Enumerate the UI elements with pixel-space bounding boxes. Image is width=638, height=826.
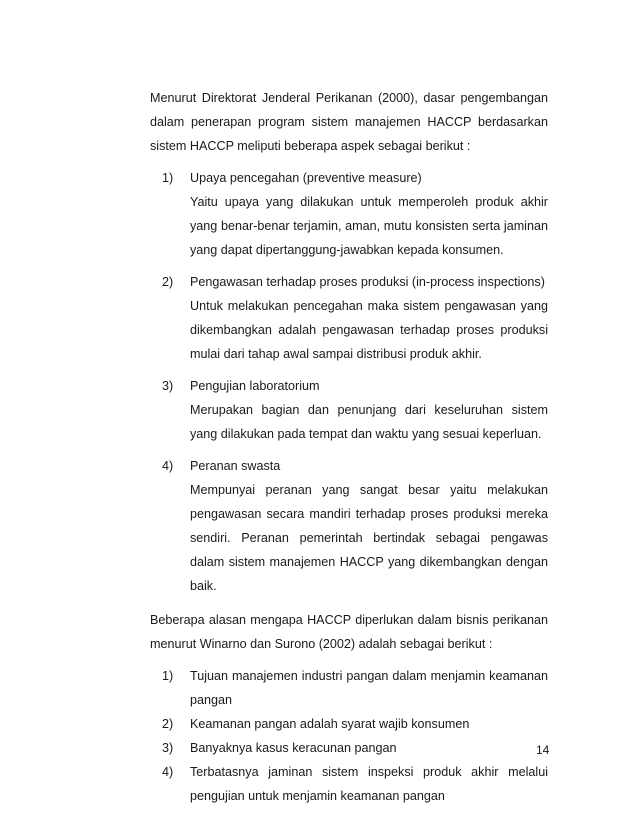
item-description: Yaitu upaya yang dilakukan untuk memperoleh produk akhir yang benar-benar terjamin, aman, mutu konsisten serta jaminan yang dapat dipertanggung-jawabkan kepada konsumen. <box>190 195 548 257</box>
list-item <box>150 760 548 808</box>
item-number: 4) <box>162 765 174 779</box>
item-title: Pengawasan terhadap proses produksi (in-process inspections) <box>190 275 545 289</box>
item-description: Mempunyai peranan yang sangat besar yaitu melakukan pengawasan secara mandiri terhadap proses produksi mereka sendiri. Peranan pemerintah bertindak sebagai pengawas dalam sistem manajemen HACCP yang dikembangkan dengan baik. <box>190 483 548 593</box>
item-text: Keamanan pangan adalah syarat wajib konsumen <box>190 717 470 731</box>
reasons-list <box>150 664 548 808</box>
item-number: 4) <box>162 459 174 473</box>
item-number: 1) <box>162 669 174 683</box>
list-item <box>150 270 548 366</box>
item-title: Peranan swasta <box>190 459 281 473</box>
item-title: Upaya pencegahan (preventive measure) <box>190 171 422 185</box>
page-content <box>150 86 548 808</box>
intro-paragraph: Menurut Direktorat Jenderal Perikanan (2000), dasar pengembangan dalam penerapan program sistem manajemen HACCP berdasarkan sistem HACCP meliputi beberapa aspek sebagai berikut : <box>150 91 548 153</box>
item-number: 3) <box>162 741 174 755</box>
reasons-intro-paragraph: Beberapa alasan mengapa HACCP diperlukan dalam bisnis perikanan menurut Winarno dan Surono (2002) adalah sebagai berikut : <box>150 613 548 651</box>
item-text: Terbatasnya jaminan sistem inspeksi produk akhir melalui pengujian untuk menjamin keamanan pangan <box>190 765 548 803</box>
page-number: 14 <box>536 743 550 757</box>
list-item <box>150 166 548 262</box>
item-number: 2) <box>162 717 174 731</box>
item-number: 2) <box>162 275 174 289</box>
item-description: Untuk melakukan pencegahan maka sistem pengawasan yang dikembangkan adalah pengawasan terhadap proses produksi mulai dari tahap awal sampai distribusi produk akhir. <box>190 299 548 361</box>
list-item <box>150 374 548 446</box>
item-title: Pengujian laboratorium <box>190 379 320 393</box>
list-item <box>150 454 548 598</box>
item-number: 1) <box>162 171 174 185</box>
list-item <box>150 664 548 712</box>
list-item <box>150 736 548 760</box>
item-text: Tujuan manajemen industri pangan dalam menjamin keamanan pangan <box>190 669 548 707</box>
item-number: 3) <box>162 379 174 393</box>
item-description: Merupakan bagian dan penunjang dari keseluruhan sistem yang dilakukan pada tempat dan waktu yang sesuai keperluan. <box>190 403 548 441</box>
item-text: Banyaknya kasus keracunan pangan <box>190 741 397 755</box>
aspects-list <box>150 166 548 598</box>
list-item <box>150 712 548 736</box>
